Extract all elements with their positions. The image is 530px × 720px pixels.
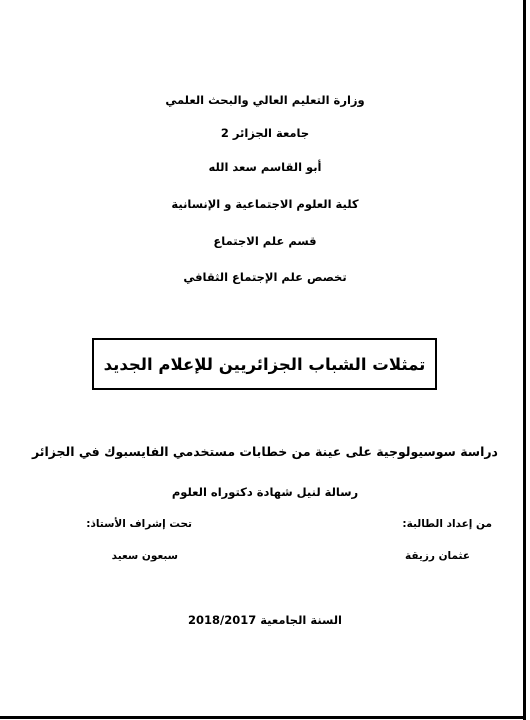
thesis-subtitle: دراسة سوسيولوجية على عينة من خطابات مستخدمي الفايسبوك في الجزائر xyxy=(32,444,498,459)
department-line: قسم علم الاجتماع xyxy=(213,234,317,248)
thesis-title-box xyxy=(92,338,437,390)
supervisor-name: سبعون سعيد xyxy=(111,550,178,562)
academic-year: السنة الجامعية 2018/2017 xyxy=(187,613,342,627)
degree-line: رسالة لنيل شهادة دكتوراه العلوم xyxy=(171,485,359,499)
thesis-title: تمثلات الشباب الجزائريين للإعلام الجديد xyxy=(103,354,426,374)
university-line: جامعة الجزائر 2 xyxy=(220,126,310,140)
university-name-line: أبو القاسم سعد الله xyxy=(208,160,322,174)
ministry-line: وزارة التعليم العالي والبحث العلمي xyxy=(165,93,365,107)
page-border-bottom xyxy=(0,716,526,719)
student-name: عثمان رزيقة xyxy=(404,550,470,562)
supervisor-label: تحت إشراف الأستاذ: xyxy=(86,518,192,530)
page-border-right xyxy=(523,0,526,720)
student-label: من إعداد الطالبة: xyxy=(402,518,492,530)
specialization-line: تخصص علم الإجتماع الثقافي xyxy=(183,270,347,284)
faculty-line: كلية العلوم الاجتماعية و الإنسانية xyxy=(171,197,359,211)
